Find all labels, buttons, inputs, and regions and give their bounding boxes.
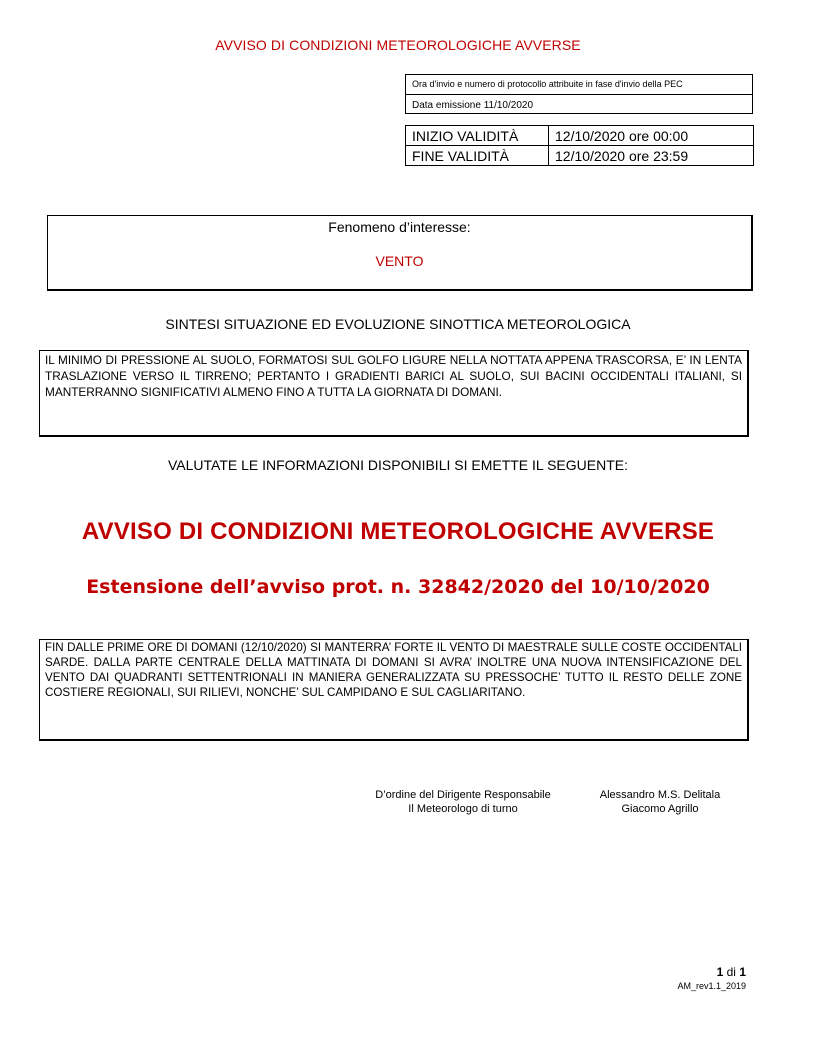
page-number xyxy=(690,965,746,979)
validity-end-row xyxy=(406,146,754,166)
signature-left xyxy=(352,788,574,816)
signature-left-duty: Il Meteorologo di turno xyxy=(408,803,518,815)
notice-title: AVVISO DI CONDIZIONI METEOROLOGICHE AVVERSE xyxy=(81,518,715,545)
synopsis-text: IL MINIMO DI PRESSIONE AL SUOLO, FORMATOSI SUL GOLFO LIGURE NELLA NOTTATA APPENA TRASCORSA, E’ IN LENTA TRASLAZIONE VERSO IL TIRRENO; PERTANTO I GRADIENTI BARICI AL SUOLO, SUI BACINI OCCIDENTALI ITALIANI, SI MANTERRANNO SIGNIFICATIVI ALMENO FINO A TUTTA LA GIORNATA DI DOMANI. xyxy=(39,350,749,437)
page-current: 1 xyxy=(716,965,724,979)
validity-start-value: 12/10/2020 ore 00:00 xyxy=(549,126,754,146)
phenomenon-value: VENTO xyxy=(375,253,424,269)
signature-right-name1: Alessandro M.S. Delitala xyxy=(599,789,721,801)
notice-extension: Estensione dell’avviso prot. n. 32842/2020 del 10/10/2020 xyxy=(86,576,710,598)
phenomenon-label: Fenomeno d’interesse: xyxy=(328,219,471,235)
validity-table xyxy=(405,125,754,166)
validity-end-value: 12/10/2020 ore 23:59 xyxy=(549,146,754,166)
protocol-note: Ora d'invio e numero di protocollo attribuite in fase d'invio della PEC xyxy=(406,75,752,95)
validity-start-label: INIZIO VALIDITÀ xyxy=(406,126,549,146)
statement-line: VALUTATE LE INFORMAZIONI DISPONIBILI SI EMETTE IL SEGUENTE: xyxy=(167,457,628,473)
phenomenon-box xyxy=(47,215,753,291)
validity-start-row xyxy=(406,126,754,146)
validity-end-label: FINE VALIDITÀ xyxy=(406,146,549,166)
revision-code: AM_rev1.1_2019 xyxy=(677,981,746,991)
page-separator: di xyxy=(723,965,740,979)
signature-right xyxy=(580,788,740,816)
synopsis-title: SINTESI SITUAZIONE ED EVOLUZIONE SINOTTICA METEOROLOGICA xyxy=(165,316,631,332)
signature-right-name2: Giacomo Agrillo xyxy=(621,803,699,815)
notice-text: FIN DALLE PRIME ORE DI DOMANI (12/10/2020) SI MANTERRA’ FORTE IL VENTO DI MAESTRALE SULLE COSTE OCCIDENTALI SARDE. DALLA PARTE CENTRALE DELLA MATTINATA DI DOMANI SI AVRA’ INOLTRE UNA NUOVA INTENSIFICAZIONE DEL VENTO DAI QUADRANTI SETTENTRIONALI IN MANIERA GENERALIZZATA SU PRESSOCHE’ TUTTO IL RESTO DELLE ZONE COSTIERE REGIONALI, SUI RILIEVI, NONCHE’ SUL CAMPIDANO E SUL CAGLIARITANO. xyxy=(39,639,749,741)
page-total: 1 xyxy=(739,965,746,979)
header-title: AVVISO DI CONDIZIONI METEOROLOGICHE AVVERSE xyxy=(215,37,581,53)
issue-date: Data emissione 11/10/2020 xyxy=(412,100,534,111)
protocol-box xyxy=(405,74,753,114)
signature-left-role: D’ordine del Dirigente Responsabile xyxy=(375,789,551,801)
